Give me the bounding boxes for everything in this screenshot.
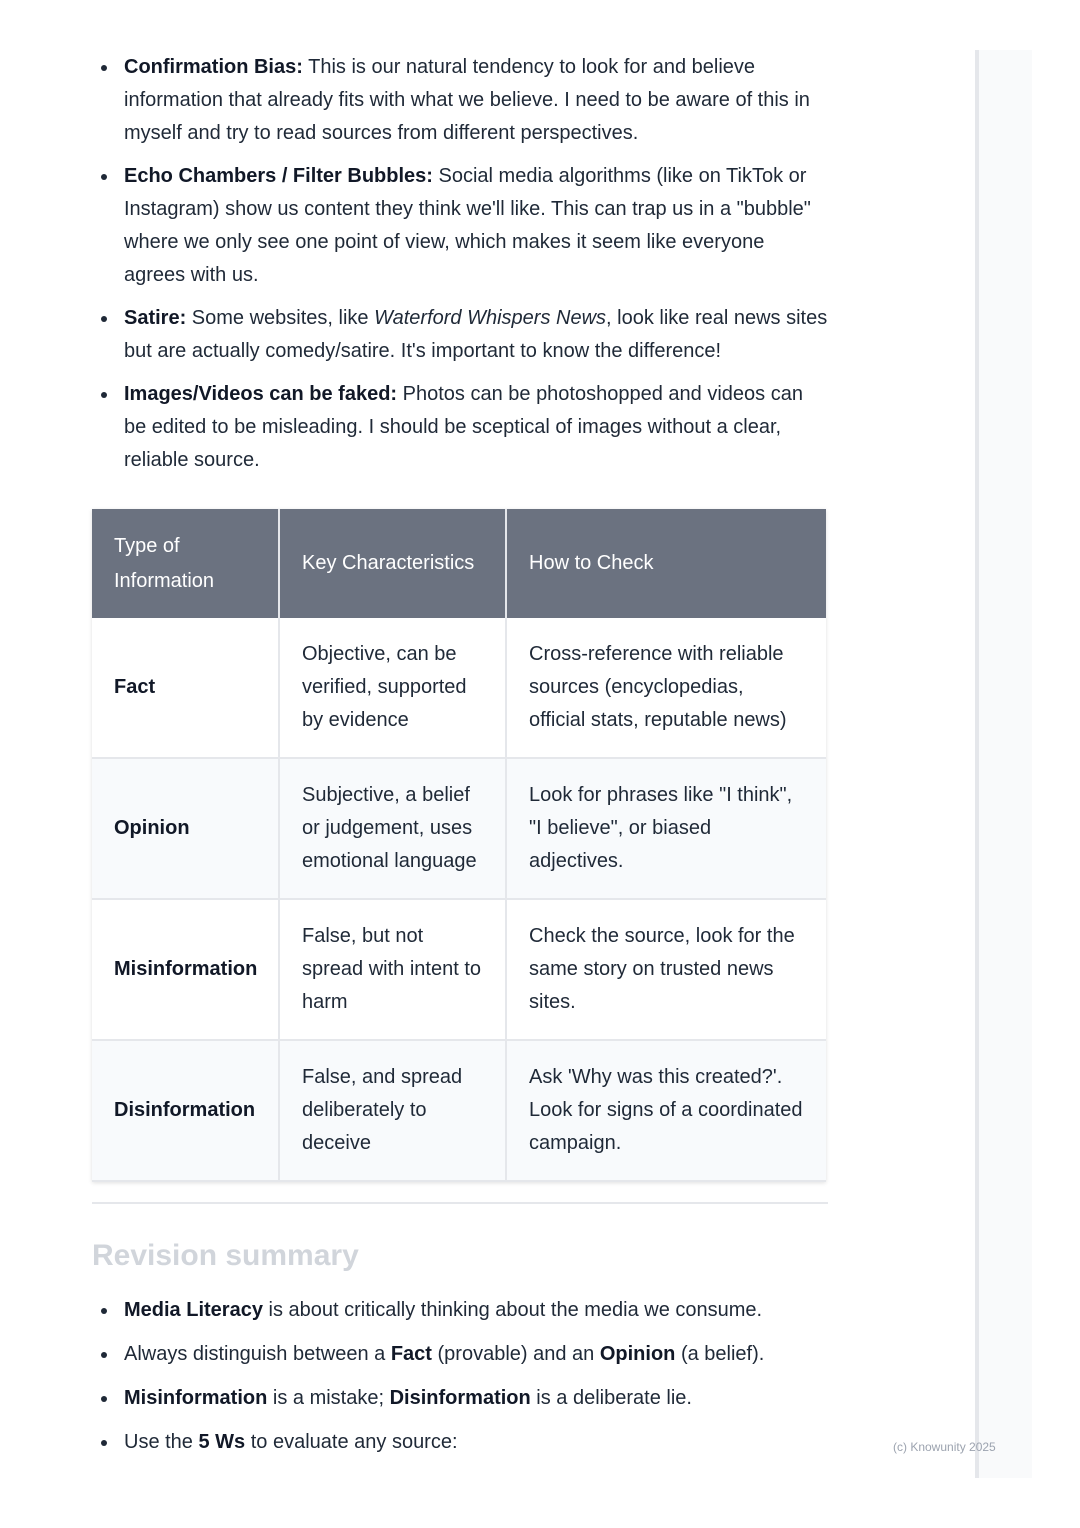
item-text: (a belief). [675, 1343, 765, 1365]
list-item [92, 1294, 832, 1327]
cell-type: Disinformation [92, 1040, 279, 1181]
item-text: (provable) and an [431, 1343, 600, 1365]
term-5-ws: 5 Ws [198, 1431, 246, 1453]
cell-type: Fact [92, 618, 279, 758]
term-media-literacy: Media Literacy [124, 1299, 263, 1321]
table-row [92, 899, 826, 1040]
cell-type: Misinformation [92, 899, 279, 1040]
item-text: Always distinguish between a [124, 1343, 391, 1365]
table-header-row [92, 509, 826, 618]
table-row [92, 1040, 826, 1181]
item-text: , look like real news sites but are actually comedy/satire. It's important to know the difference! [124, 307, 828, 362]
header-type: Type of Information [92, 509, 279, 618]
list-item [92, 378, 828, 477]
term-echo-chambers: Echo Chambers / Filter Bubbles: [124, 165, 433, 187]
item-text: is a mistake; [267, 1387, 390, 1409]
list-item [92, 302, 828, 368]
cell-check: Check the source, look for the same story on trusted news sites. [506, 899, 826, 1040]
cell-characteristics: False, and spread deliberately to deceive [279, 1040, 506, 1181]
cell-characteristics: Subjective, a belief or judgement, uses emotional language [279, 758, 506, 899]
term-misinformation: Misinformation [124, 1387, 268, 1409]
cell-check: Ask 'Why was this created?'. Look for signs of a coordinated campaign. [506, 1040, 826, 1181]
revision-summary-list [92, 1294, 832, 1470]
term-opinion: Opinion [599, 1343, 676, 1365]
item-text: Photos can be photoshopped and videos can be edited to be misleading. I should be sceptical of images without a clear, reliable source. [124, 383, 803, 471]
page-content [92, 0, 828, 1453]
item-text: Use the [124, 1431, 199, 1453]
margin-line [975, 50, 979, 1478]
cell-characteristics: Objective, can be verified, supported by evidence [279, 618, 506, 758]
list-item [92, 160, 828, 292]
item-text: Some websites, like [186, 307, 375, 329]
list-item [92, 1426, 832, 1459]
revision-summary-heading: Revision summary [92, 1239, 359, 1272]
term-confirmation-bias: Confirmation Bias: [124, 56, 303, 78]
list-item [92, 1338, 832, 1371]
item-text: Social media algorithms (like on TikTok or Instagram) show us content they think we'll like. This can trap us in a "bubble" where we only see one point of view, which makes it seem like everyone agrees with us. [124, 165, 811, 286]
list-item [92, 51, 828, 150]
term-disinformation: Disinformation [389, 1387, 531, 1409]
concept-list [92, 0, 828, 477]
term-fake-images: Images/Videos can be faked: [124, 383, 398, 405]
table-row [92, 758, 826, 899]
item-text: is a deliberate lie. [530, 1387, 692, 1409]
cell-characteristics: False, but not spread with intent to harm [279, 899, 506, 1040]
item-text: This is our natural tendency to look for and believe information that already fits with what we believe. I need to be aware of this in myself and try to read sources from different perspectives. [124, 56, 810, 144]
information-types-table [92, 509, 826, 1182]
cell-check: Cross-reference with reliable sources (encyclopedias, official stats, reputable news) [506, 618, 826, 758]
right-margin-panel [975, 50, 1032, 1478]
copyright-notice: (c) Knowunity 2025 [893, 1440, 996, 1454]
list-item [92, 1382, 832, 1415]
term-satire: Satire: [124, 307, 187, 329]
section-divider [92, 1202, 828, 1204]
item-text: to evaluate any source: [245, 1431, 458, 1453]
table-row [92, 618, 826, 758]
cell-type: Opinion [92, 758, 279, 899]
header-characteristics: Key Characteristics [279, 509, 506, 618]
item-text: is about critically thinking about the media we consume. [262, 1299, 763, 1321]
italic-site-name: Waterford Whispers News [374, 307, 607, 329]
cell-check: Look for phrases like "I think", "I believe", or biased adjectives. [506, 758, 826, 899]
header-how-to-check: How to Check [506, 509, 826, 618]
term-fact: Fact [390, 1343, 432, 1365]
